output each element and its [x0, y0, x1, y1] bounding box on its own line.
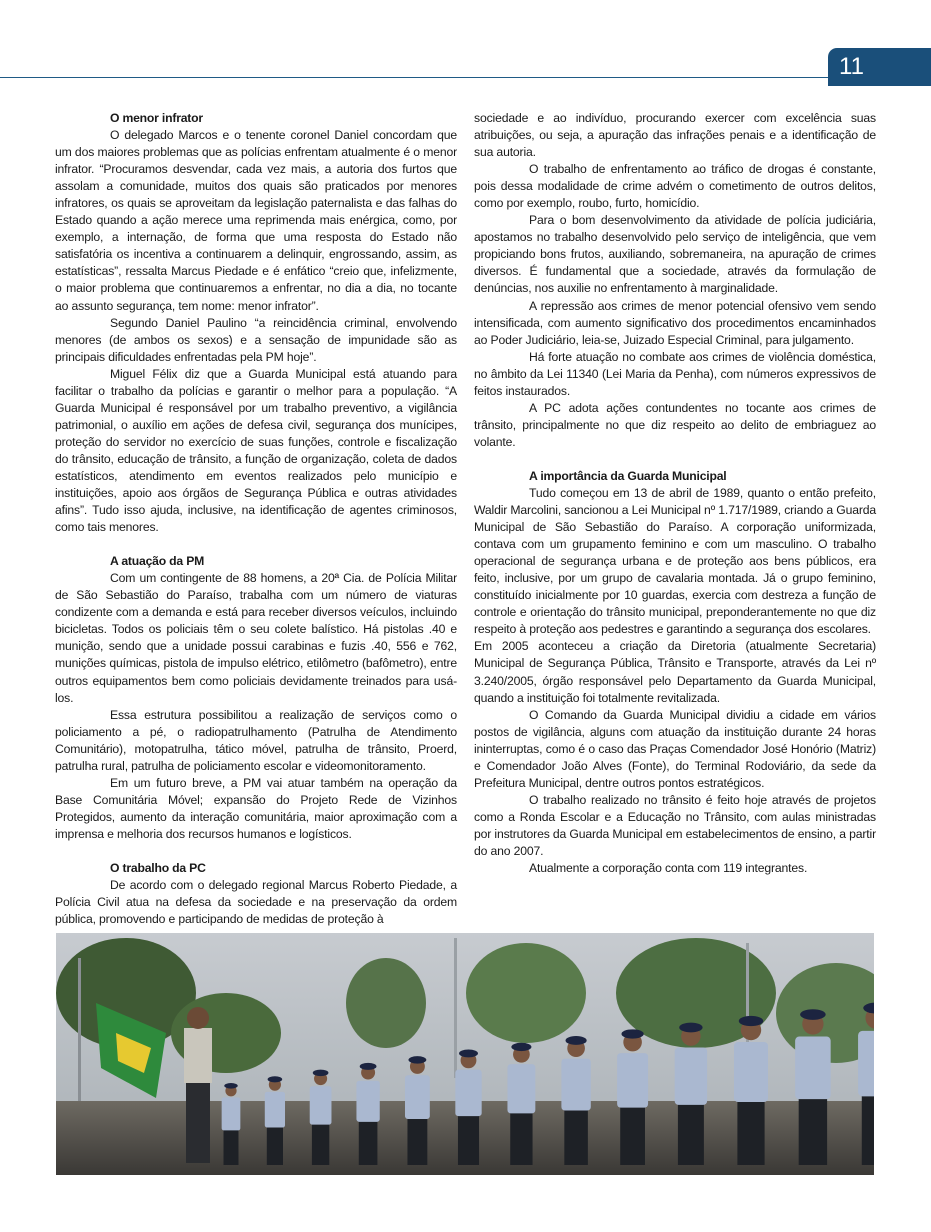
header-rule: [0, 77, 828, 78]
paragraph: A PC adota ações contundentes no tocante aos crimes de trânsito, principalmente no que diz respeito ao delito de embriaguez ao volante.: [474, 400, 876, 449]
paragraph: Em um futuro breve, a PM vai atuar também na operação da Base Comunitária Móvel; expansão do Projeto Rede de Vizinhos Protegidos, aumento da interação comunitária, maior aproximação com a imprensa e melhoria dos recursos humanos e logísticos.: [55, 775, 457, 841]
paragraph: Há forte atuação no combate aos crimes de violência doméstica, no âmbito da Lei 11340 (Lei Maria da Penha), com números expressivos de feitos instaurados.: [474, 349, 876, 398]
paragraph: A repressão aos crimes de menor potencial ofensivo vem sendo intensificada, com aumento significativo dos procedimentos encaminhados ao Poder Judiciário, leia-se, Juizado Especial Criminal, para julgamento.: [474, 298, 876, 347]
page-number: 11: [839, 53, 864, 80]
paragraph: Atualmente a corporação conta com 119 integrantes.: [529, 861, 808, 876]
paragraph: Para o bom desenvolvimento da atividade de polícia judiciária, apostamos no trabalho desenvolvido pelo serviço de inteligência, que vem propiciando bons frutos, auxiliando, sobremaneira, na apuração de crimes diversos. É fundamental que a sociedade, através da formulação de denúncias, nos auxilie no enfrentamento à marginalidade.: [474, 213, 876, 296]
paragraph: Segundo Daniel Paulino “a reincidência criminal, envolvendo menores (de ambos os sexos) e a sensação de impunidade são as principais dificuldades enfrentadas pela PM hoje”.: [55, 315, 457, 364]
photo-illustration: [56, 933, 874, 1175]
section-title-trabalho-pc: O trabalho da PC: [110, 860, 206, 875]
paragraph: Em 2005 aconteceu a criação da Diretoria (atualmente Secretaria) Municipal de Segurança Pública, Trânsito e Transporte, através da Lei nº 3.240/2005, órgão responsável pelo Departamento da Guarda Municipal, quando a instituição foi totalmente revitalizada.: [474, 639, 876, 705]
page-number-tab: [828, 48, 931, 86]
paragraph: Essa estrutura possibilitou a realização de serviços como o policiamento a pé, o radiopatrulhamento (Patrulha de Atendimento Comunitário), motopatrulha, tático móvel, patrulha de trânsito, Proerd, patrulha rural, patrulha de policiamento escolar e videomonitoramento.: [55, 707, 457, 773]
paragraph: O trabalho realizado no trânsito é feito hoje através de projetos como a Ronda Escolar e a Educação no Trânsito, com aulas ministradas por instrutores da Guarda Municipal em estabelecimentos de ensino, a partir do ano 2007.: [474, 792, 876, 858]
guards-formation-photo: [56, 933, 874, 1175]
paragraph: O Comando da Guarda Municipal dividiu a cidade em vários postos de vigilância, alguns com atuação da instituição durante 24 horas ininterruptas, como é o caso das Praças Comendador José Honório (Matriz) e Comendador João Alves (Fonte), do Terminal Rodoviário, da sede da Prefeitura Municipal, dentre outros pontos estratégicos.: [474, 707, 876, 790]
paragraph: Com um contingente de 88 homens, a 20ª Cia. de Polícia Militar de São Sebastião do Paraíso, trabalha com um número de viaturas condizente com a demanda e está para receber diversos veículos, incluindo bicicletas. Todos os policiais têm o seu colete balístico. Há pistolas .40 e munição, sendo que a unidade possui carabinas e fuzis .40, 556 e 762, munições químicas, pistola de impulso elétrico, etilômetro (bafômetro), entre outros equipamentos bem como policiais devidamente treinados para usá-los.: [55, 571, 457, 705]
section-title-menor-infrator: O menor infrator: [110, 111, 203, 125]
paragraph: sociedade e ao indivíduo, procurando exercer com excelência suas atribuições, ou seja, a apuração das infrações penais e a identificação de sua autoria.: [474, 111, 876, 160]
section-title-atuacao-pm: A atuação da PM: [110, 554, 205, 569]
paragraph: O trabalho de enfrentamento ao tráfico de drogas é constante, pois dessa modalidade de crime advém o cometimento de outros delitos, como por exemplo, roubo, furto, homicídio.: [474, 162, 876, 211]
right-column: [474, 110, 876, 877]
paragraph: Miguel Félix diz que a Guarda Municipal está atuando para facilitar o trabalho da polícias e garantir o melhor para a população. “A Guarda Municipal é responsável por um trabalho preventivo, a vigilância patrimonial, o auxílio em ações de defesa civil, segurança dos munícipes, proteção do servidor no exercício de suas funções, controle e fiscalização do trânsito, educação de trânsito, a função de organização, coleta de dados estatísticos, atendimento em eventos realizados pelo município e instituições, apoio aos órgãos de Segurança Pública e outras atividades afins”. Tudo isso ajuda, inclusive, na identificação de agentes criminosos, como tais menores.: [55, 366, 457, 535]
paragraph: De acordo com o delegado regional Marcus Roberto Piedade, a Polícia Civil atua na defesa da sociedade e na preservação da ordem pública, promovendo e participando de medidas de proteção à: [55, 878, 457, 927]
left-column: [55, 110, 457, 928]
paragraph: O delegado Marcos e o tenente coronel Daniel concordam que um dos maiores problemas que as polícias enfrentam atualmente é o menor infrator. “Procuramos desvendar, cada vez mais, a autoria dos furtos que assolam a comunidade, muitos dos quais são praticados por menores infratores, os quais se aproveitam da legislação paternalista e das falhas do Estado quando a ação merece uma reprimenda mais enérgica, como, por exemplo, a internação, de forma que uma resposta do Estado não satisfatória os incentiva a continuarem a delinquir, engrossando, assim, as estatísticas”, ressalta Marcus Piedade e é enfático “creio que, infelizmente, o maior problema que continuaremos a enfrentar, no dia a dia, no tocante ao assunto segurança, tem nome: menor infrator”.: [55, 128, 457, 313]
section-title-guarda-municipal: A importância da Guarda Municipal: [529, 468, 727, 483]
paragraph: Tudo começou em 13 de abril de 1989, quanto o então prefeito, Waldir Marcolini, sancionou a Lei Municipal nº 1.717/1989, criando a Guarda Municipal de São Sebastião do Paraíso. A corporação uniformizada, contava com um grupamento feminino e com um masculino. O trabalho operacional de segurança urbana e de proteção aos bens públicos, era feito, inclusive, por um grupo de cavalaria montada. Já o grupo feminino, constituído inicialmente por 10 guardas, exercia com destreza a função de controle e orientação do trânsito municipal, preponderantemente no que diz respeito à proteção aos pedestres e garantindo a segurança dos escolares.: [474, 485, 876, 637]
